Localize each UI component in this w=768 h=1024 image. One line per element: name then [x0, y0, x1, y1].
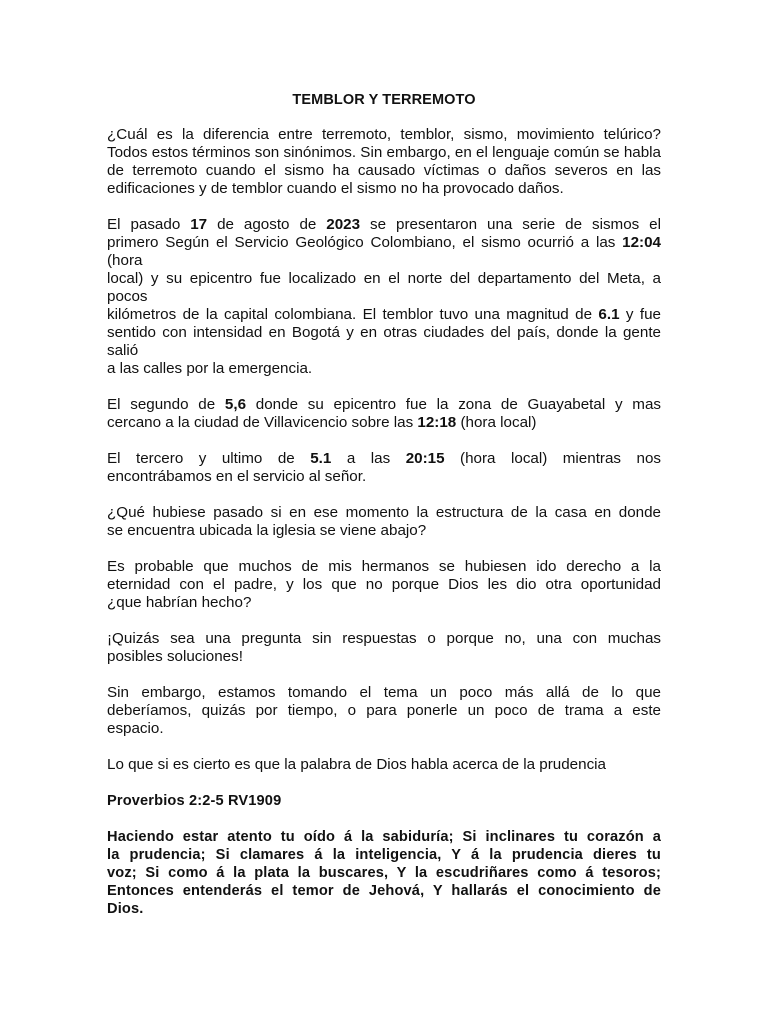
text-span: kilómetros de la capital colombiana. El temblor tuvo una magnitud de	[107, 306, 599, 323]
magnitude-first: 6.1	[598, 306, 620, 323]
text-line: se encuentra ubicada la iglesia se viene abajo?	[107, 522, 427, 539]
verse-line: voz; Si como á la plata la buscares, Y la escudriñares como á tesoros;	[107, 865, 661, 881]
text-line: edificaciones y de temblor cuando el sismo no ha provocado daños.	[107, 180, 564, 197]
verse-line: Dios.	[107, 901, 144, 917]
text-line: deberíamos, quizás por tiempo, o para ponerle un poco de trama a este	[107, 702, 661, 719]
paragraph-first-quake	[107, 216, 661, 378]
time-third: 20:15	[405, 450, 445, 467]
verse-line: Entonces entenderás el temor de Jehová, Y hallarás el conocimiento de	[107, 883, 661, 899]
paragraph-question-church	[107, 504, 661, 540]
text-line	[107, 234, 661, 270]
date-year: 2023	[326, 216, 361, 233]
document-body	[107, 91, 661, 936]
text-line: ¿Qué hubiese pasado si en ese momento la estructura de la casa en donde	[107, 504, 661, 521]
time-first: 12:04	[622, 234, 661, 251]
paragraph-prudence	[107, 756, 661, 774]
paragraph-question	[107, 630, 661, 666]
document-title: TEMBLOR Y TERREMOTO	[292, 92, 476, 108]
text-span: El pasado	[107, 216, 191, 233]
text-span: donde su epicentro fue la zona de Guayabetal y mas	[246, 396, 661, 413]
text-span: (hora	[107, 252, 143, 269]
text-line: Lo que si es cierto es que la palabra de Dios habla acerca de la prudencia	[107, 756, 606, 773]
text-line	[107, 450, 661, 468]
paragraph-third-quake	[107, 450, 661, 486]
text-line	[107, 216, 661, 234]
verse-line: Haciendo estar atento tu oído á la sabiduría; Si inclinares tu corazón a	[107, 829, 661, 845]
text-span: El segundo de	[107, 396, 225, 413]
text-line: local) y su epicentro fue localizado en el norte del departamento del Meta, a pocos	[107, 270, 661, 305]
text-span: y fue	[619, 306, 661, 323]
paragraph-definition	[107, 126, 661, 198]
text-line: de terremoto cuando el sismo ha causado víctimas o daños severos en las	[107, 162, 661, 179]
date-day: 17	[190, 216, 208, 233]
text-line	[107, 306, 661, 324]
paragraph-topic	[107, 684, 661, 738]
text-line: Es probable que muchos de mis hermanos se hubiesen ido derecho a la	[107, 558, 661, 575]
text-line: eternidad con el padre, y los que no porque Dios les dio otra oportunidad	[107, 576, 661, 593]
paragraph-second-quake	[107, 396, 661, 432]
text-line: Todos estos términos son sinónimos. Sin embargo, en el lenguaje común se habla	[107, 144, 661, 161]
text-line	[107, 396, 661, 414]
text-line: ¿Cuál es la diferencia entre terremoto, temblor, sismo, movimiento telúrico?	[107, 126, 661, 143]
magnitude-second: 5,6	[224, 396, 247, 413]
text-line: encontrábamos en el servicio al señor.	[107, 468, 367, 485]
text-span: cercano a la ciudad de Villavicencio sobre las	[107, 414, 418, 431]
paragraph-eternity	[107, 558, 661, 612]
time-second: 12:18	[417, 414, 457, 431]
text-span: a las	[331, 450, 406, 467]
text-line: espacio.	[107, 720, 164, 737]
text-line: ¿que habrían hecho?	[107, 594, 252, 611]
verse-reference: Proverbios 2:2-5 RV1909	[107, 793, 282, 809]
text-line: a las calles por la emergencia.	[107, 360, 313, 377]
text-span: se presentaron una serie de sismos el	[360, 216, 661, 233]
verse-text	[107, 828, 661, 918]
text-line: sentido con intensidad en Bogotá y en otras ciudades del país, donde la gente salió	[107, 324, 661, 359]
text-line: Sin embargo, estamos tomando el tema un poco más allá de lo que	[107, 684, 661, 701]
verse-line: la prudencia; Si clamares á la inteligencia, Y á la prudencia dieres tu	[107, 847, 661, 863]
text-span: de agosto de	[207, 216, 327, 233]
text-span: (hora local)	[456, 414, 537, 431]
text-line: posibles soluciones!	[107, 648, 243, 665]
text-line: ¡Quizás sea una pregunta sin respuestas o porque no, una con muchas	[107, 630, 661, 647]
magnitude-third: 5.1	[310, 450, 332, 467]
text-span: El tercero y ultimo de	[107, 450, 311, 467]
text-line	[107, 414, 661, 432]
text-span: (hora local) mientras nos	[444, 450, 661, 467]
text-span: primero Según el Servicio Geológico Colombiano, el sismo ocurrió a las	[107, 234, 623, 251]
